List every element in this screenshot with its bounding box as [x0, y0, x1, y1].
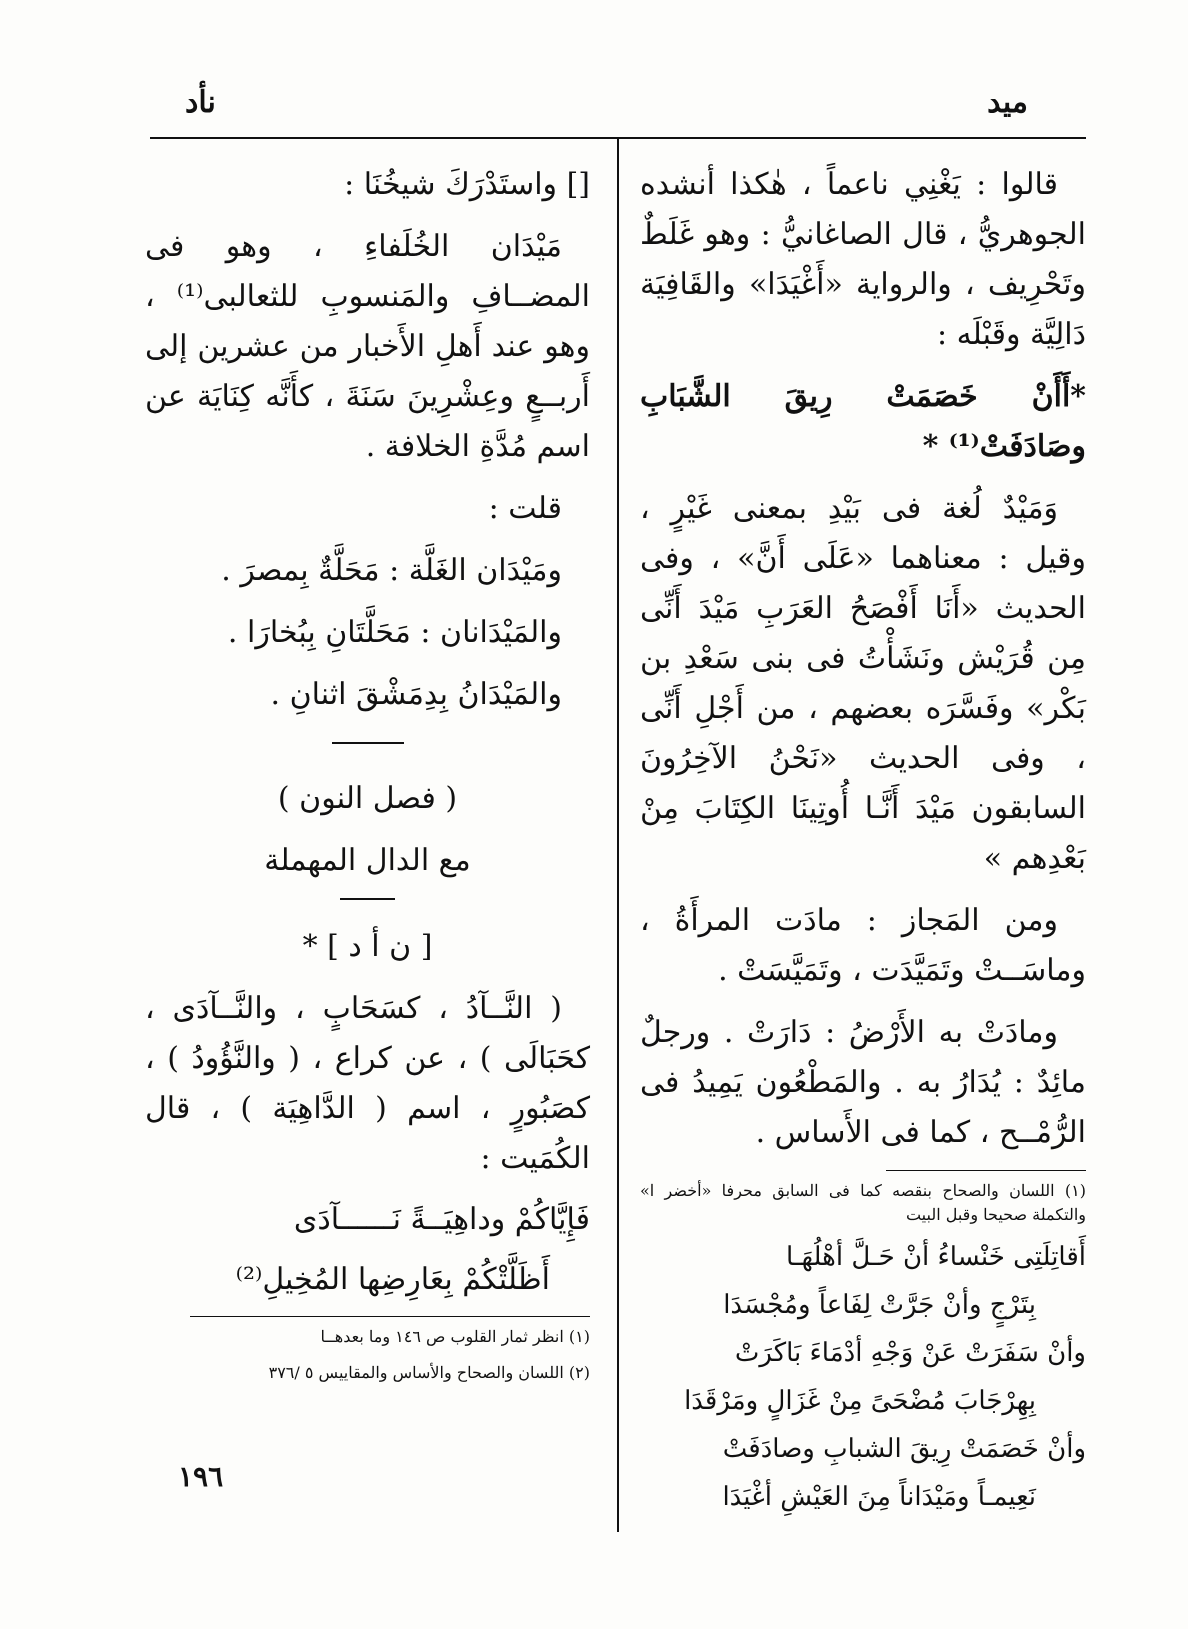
left-column [145, 160, 590, 1397]
paragraph: ومَيْدَان الغَلَّة : مَحَلَّةٌ بِمصرَ . [221, 553, 562, 588]
poem-line: أَظَلَّتْكُمْ بِعَارِضِها المُخِيلِ⁽²⁾ [235, 1262, 550, 1297]
footnote-verse: وأنْ خَصَمَتْ رِيقَ الشبابِ وصادَفَتْ [722, 1434, 1086, 1464]
paragraph: والمَيْدَانُ بِدِمَشْقَ اثنانِ . [270, 677, 562, 712]
footnote: (١) انظر ثمار القلوب ص ١٤٦ وما بعدهــا [320, 1327, 590, 1346]
paragraph: ( النَّــآدُ ، كسَحَابٍ ، والنَّــآدَى ، كحَبَالَى ) ، عن كراع ، ( والنَّؤُودُ ) ، كصَبُورٍ ، اسم ( الدَّاهِيَة ) ، قال الكُمَيت : [145, 991, 590, 1176]
paragraph: قالوا : يَغْنِي ناعماً ، هٰكذا أنشده الجوهريُّ ، قال الصاغانيُّ : وهو غَلَطٌ وتَحْرِيف ، والرواية «أَغْيَدَا» والقَافِيَة دَالِيَّة وقَبْلَه : [640, 167, 1086, 352]
paragraph: ومن المَجاز : مادَت المرأَةُ ، وماسَــتْ وتَمَيَّدَت ، وتَمَيَّسَتْ . [640, 903, 1086, 988]
footnote-verse: بِتَرْجٍ وأنْ جَرَّتْ لِفَاعاً ومُجْسَدَا [723, 1290, 1036, 1320]
poem-line: فَإِيَّاكُمْ وداهِيَــةً نَــــــآدَى [293, 1202, 590, 1237]
column-divider [617, 137, 619, 1532]
footnote-rule [886, 1170, 1086, 1171]
footnote-verse: نَعِيمـاً ومَيْدَاناً مِنَ العَيْشِ أغْيَدَا [722, 1482, 1036, 1512]
footnote-verse: أَقاتِلَتِى خَنْساءُ أنْ حَـلَّ أهْلُهَـا [785, 1242, 1086, 1272]
section-separator [332, 742, 404, 744]
verse-fragment: *أَأَنْ خَصَمَتْ رِيقَ الشَّبَابِ وصَادَفَتْ⁽¹⁾ * [640, 379, 1086, 464]
section-separator [340, 898, 395, 900]
paragraph: [] واستَدْرَكَ شيخُنَا : [344, 167, 590, 202]
footnote-rule [190, 1316, 590, 1317]
section-subtitle: مع الدال المهملة [264, 843, 471, 878]
footnote-verse: وأنْ سَفَرَتْ عَنْ وَجْهِ أدْمَاءَ بَاكَرَتْ [734, 1338, 1086, 1368]
running-header-right: ميد [987, 85, 1028, 120]
running-header-left: نأد [185, 85, 216, 120]
paragraph: مَيْدَان الخُلَفاءِ ، وهو فى المضــافِ والمَنسوبِ للثعالبى⁽¹⁾ ، وهو عند أَهلِ الأَخبار من عشرين إلى أَربــعٍ وعِشْرِينَ سَنَةَ ، كأَنَّه كِنَايَة عن اسم مُدَّةِ الخلافة . [145, 229, 590, 464]
section-title: ( فصل النون ) [277, 781, 458, 816]
right-column [640, 160, 1086, 1527]
page-number: ١٩٦ [178, 1460, 224, 1493]
footnote: (١) اللسان والصحاح بنقصه كما فى السابق محرفا «أخضر ا» والتكملة صحيحا وقبل البيت [640, 1181, 1086, 1224]
paragraph: قلت : [488, 491, 562, 526]
footnote-verse: بِهِرْجَابَ مُضْحَىً مِنْ غَزَالٍ ومَرْقَدَا [684, 1386, 1036, 1416]
footnote: (٢) اللسان والصحاح والأساس والمقاييس ٥ /٣٧٦ [268, 1363, 590, 1382]
paragraph: وَمَيْدٌ لُغة فى بَيْدِ بمعنى غَيْرٍ ، وقيل : معناهما «عَلَى أَنَّ» ، وفى الحديث «أَنَا أَفْصَحُ العَرَبِ مَيْدَ أَنِّى مِن قُرَيْش ونَشَأْتُ فى بنى سَعْدِ بن بَكْر» وفَسَّرَه بعضهم ، من أَجْلِ أَنِّى ، وفى الحديث «نَحْنُ الآخِرُونَ السابقون مَيْدَ أَنَّـا أُوتِينَا الكِتَابَ مِنْ بَعْدِهم » [640, 491, 1086, 876]
paragraph: ومادَتْ به الأَرْضُ : دَارَتْ . ورجلٌ مائِدٌ : يُدَارُ به . والمَطْعُون يَمِيدُ فى الرُّمْــح ، كما فى الأَساس . [640, 1015, 1086, 1150]
paragraph: والمَيْدَانان : مَحَلَّتَانِ بِبُخارَا . [227, 615, 562, 650]
entry-head: [ ن أ د ] * [302, 929, 433, 964]
